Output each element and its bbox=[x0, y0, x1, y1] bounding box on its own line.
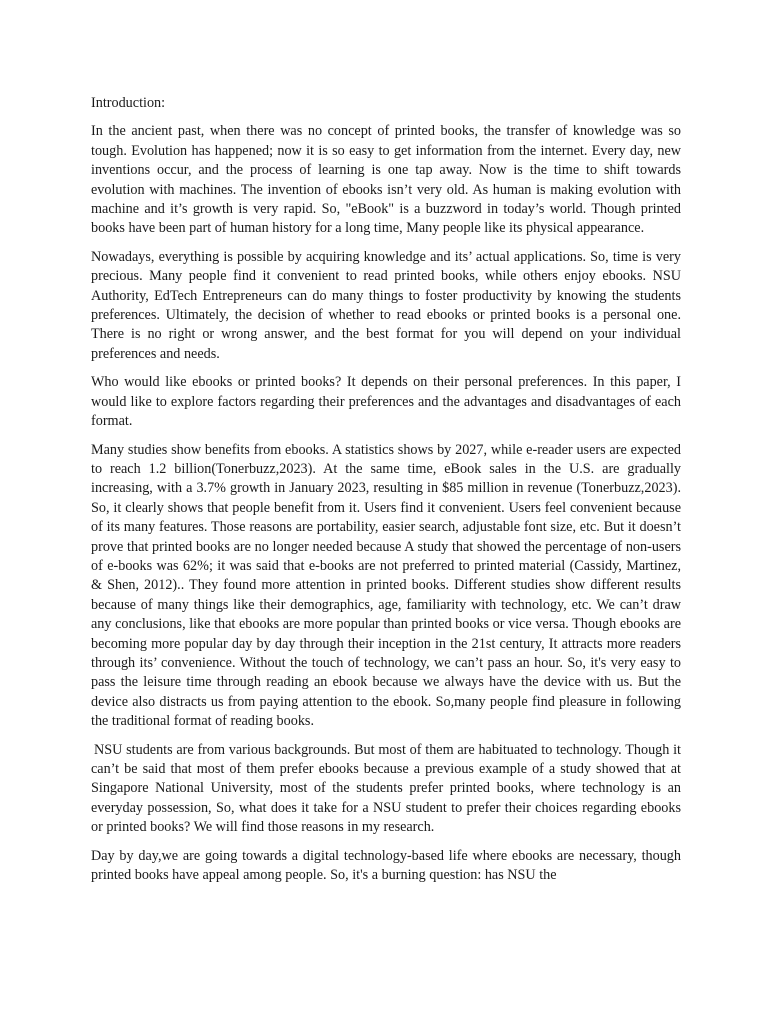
paragraph-many-studies: Many studies show benefits from ebooks. A statistics shows by 2027, while e-reader users are expected to reach 1.2 billion(Tonerbuzz,2023). At the same time, eBook sales in the U.S. are gradually increasing, with a 3.7% growth in January 2023, resulting in $85 million in revenue (Tonerbuzz,2023). So, it clearly shows that people benefit from it. Users find it convenient. Users feel convenient because of its many features. Those reasons are portability, easier search, adjustable font size, etc. But it doesn’t prove that printed books are no longer needed because A study that showed the percentage of non-users of e-books was 62%; it was said that e-books are not preferred to printed material (Cassidy, Martinez, & Shen, 2012).. They found more attention in printed books. Different studies show different results because of many things like their demographics, age, familiarity with technology, etc. We can’t draw any conclusions, like that ebooks are more popular than printed books or vice versa. Though ebooks are becoming more popular day by day through their inception in the 21st century, It attracts more readers through its’ convenience. Without the touch of technology, we can’t pass an hour. So, it's very easy to pass the leisure time through reading an ebook because we always have the device with us. But the device also distracts us from paying attention to the ebook. So,many people find pleasure in following the traditional format of reading books. bbox=[91, 441, 681, 730]
paragraph-who-would-like: Who would like ebooks or printed books? It depends on their personal preferences. In this paper, I would like to explore factors regarding their preferences and the advantages and disadvantages of each format. bbox=[91, 374, 681, 430]
document-page bbox=[91, 94, 681, 894]
paragraph-nowadays: Nowadays, everything is possible by acquiring knowledge and its’ actual applications. So, time is very precious. Many people find it convenient to read printed books, while others enjoy ebooks. NSU Authority, EdTech Entrepreneurs can do many things to foster productivity by knowing the students preferences. Ultimately, the decision of whether to read ebooks or printed books is a personal one. There is no right or wrong answer, and the best format for you will depend on your individual preferences and needs. bbox=[91, 248, 681, 362]
paragraph-ancient-past: In the ancient past, when there was no concept of printed books, the transfer of knowledge was so tough. Evolution has happened; now it is so easy to get information from the internet. Every day, new inventions occur, and the process of learning is one tap away. Now is the time to shift towards evolution with machines. The invention of ebooks isn’t very old. As human is making evolution with machine and it’s growth is very rapid. So, "eBook" is a buzzword in today’s world. Though printed books have been part of human history for a long time, Many people like its physical appearance. bbox=[91, 123, 681, 237]
paragraph-day-by-day: Day by day,we are going towards a digital technology-based life where ebooks are necessary, though printed books have appeal among people. So, it's a burning question: has NSU the bbox=[91, 847, 681, 884]
section-heading: Introduction: bbox=[91, 95, 166, 111]
paragraph-nsu-students: NSU students are from various backgrounds. But most of them are habituated to technology. Though it can’t be said that most of them prefer ebooks because a previous example of a study showed that at Singapore National University, most of the students prefer printed books, where technology is an everyday possession, So, what does it take for a NSU student to prefer their choices regarding ebooks or printed books? We will find those reasons in my research. bbox=[91, 741, 681, 836]
